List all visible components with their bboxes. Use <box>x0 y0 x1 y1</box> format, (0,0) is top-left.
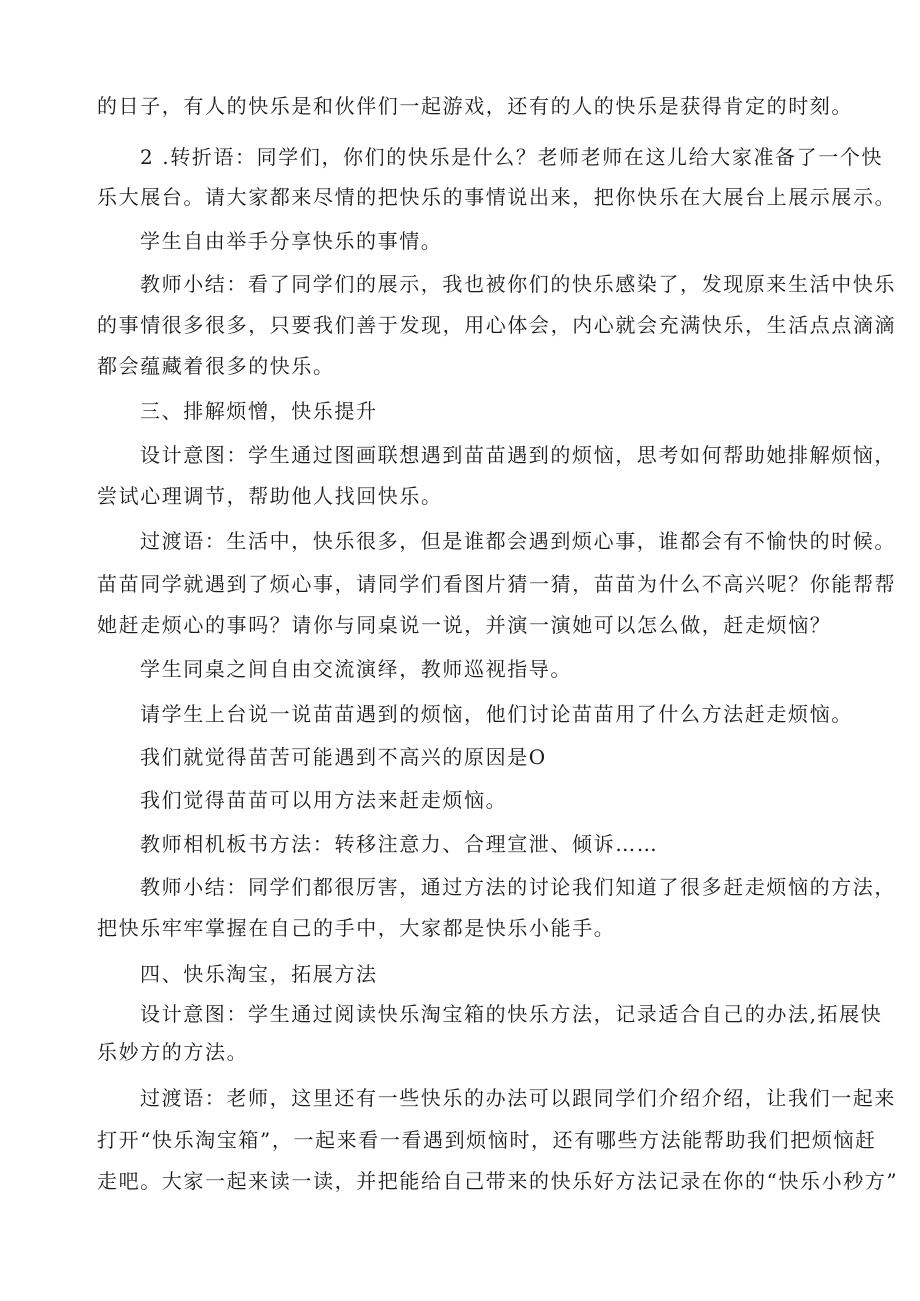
text-line: 我们就觉得苗苦可能遇到不高兴的原因是O <box>140 745 547 769</box>
text-line: 过渡语：老师，这里还有一些快乐的办法可以跟同学们介绍介绍，让我们一起来 <box>140 1086 896 1110</box>
text-line: 打开“快乐淘宝箱”，一起来看一看遇到烦恼时，还有哪些方法能帮助我们把烦恼赶 <box>97 1128 877 1152</box>
text-line: 学生同桌之间自由交流演绎，教师巡视指导。 <box>140 657 572 681</box>
text-line: 2 .转折语：同学们，你们的快乐是什么？老师老师在这儿给大家准备了一个快 <box>140 145 884 169</box>
text-line: 教师小结：同学们都很厉害，通过方法的讨论我们知道了很多赶走烦恼的方法， <box>140 875 896 899</box>
text-line: 设计意图：学生通过图画联想遇到苗苗遇到的烦恼，思考如何帮助她排解烦恼， <box>140 443 896 467</box>
text-line: 的事情很多很多，只要我们善于发现，用心体会，内心就会充满快乐，生活点点滴滴 <box>97 313 897 337</box>
text-line: 教师相机板书方法：转移注意力、合理宣泄、倾诉…… <box>140 832 659 856</box>
text-line: 我们觉得苗苗可以用方法来赶走烦恼。 <box>140 788 508 812</box>
text-line: 她赶走烦心的事吗？请你与同桌说一说，并演一演她可以怎么做，赶走烦恼？ <box>97 613 832 637</box>
section-heading: 三、排解烦憎，快乐提升 <box>140 399 378 423</box>
text-line: 请学生上台说一说苗苗遇到的烦恼，他们讨论苗苗用了什么方法赶走烦恼。 <box>140 702 853 726</box>
text-line: 乐妙方的方法。 <box>97 1040 249 1064</box>
text-line: 过渡语：生活中，快乐很多，但是谁都会遇到烦心事，谁都会有不愉快的时候。 <box>140 529 896 553</box>
text-line: 学生自由举手分享快乐的事情。 <box>140 229 443 253</box>
text-line: 设计意图：学生通过阅读快乐淘宝箱的快乐方法，记录适合自己的办法,拓展快 <box>140 1002 883 1026</box>
text-line: 走吧。大家一起来读一读，并把能给自己带来的快乐好方法记录在你的“快乐小秒方” <box>97 1169 899 1193</box>
text-line: 的日子，有人的快乐是和伙伴们一起游戏，还有的人的快乐是获得肯定的时刻。 <box>97 94 853 118</box>
text-line: 乐大展台。请大家都来尽情的把快乐的事情说出来，把你快乐在大展台上展示展示。 <box>97 185 897 209</box>
text-line: 把快乐牢牢掌握在自己的手中，大家都是快乐小能手。 <box>97 916 616 940</box>
section-heading: 四、快乐淘宝，拓展方法 <box>140 962 378 986</box>
text-line: 尝试心理调节，帮助他人找回快乐。 <box>97 484 443 508</box>
text-line: 都会蕴藏着很多的快乐。 <box>97 354 335 378</box>
text-line: 教师小结：看了同学们的展示，我也被你们的快乐感染了，发现原来生活中快乐 <box>140 272 896 296</box>
text-line: 苗苗同学就遇到了烦心事，请同学们看图片猜一猜，苗苗为什么不高兴呢？你能帮帮 <box>97 572 897 596</box>
